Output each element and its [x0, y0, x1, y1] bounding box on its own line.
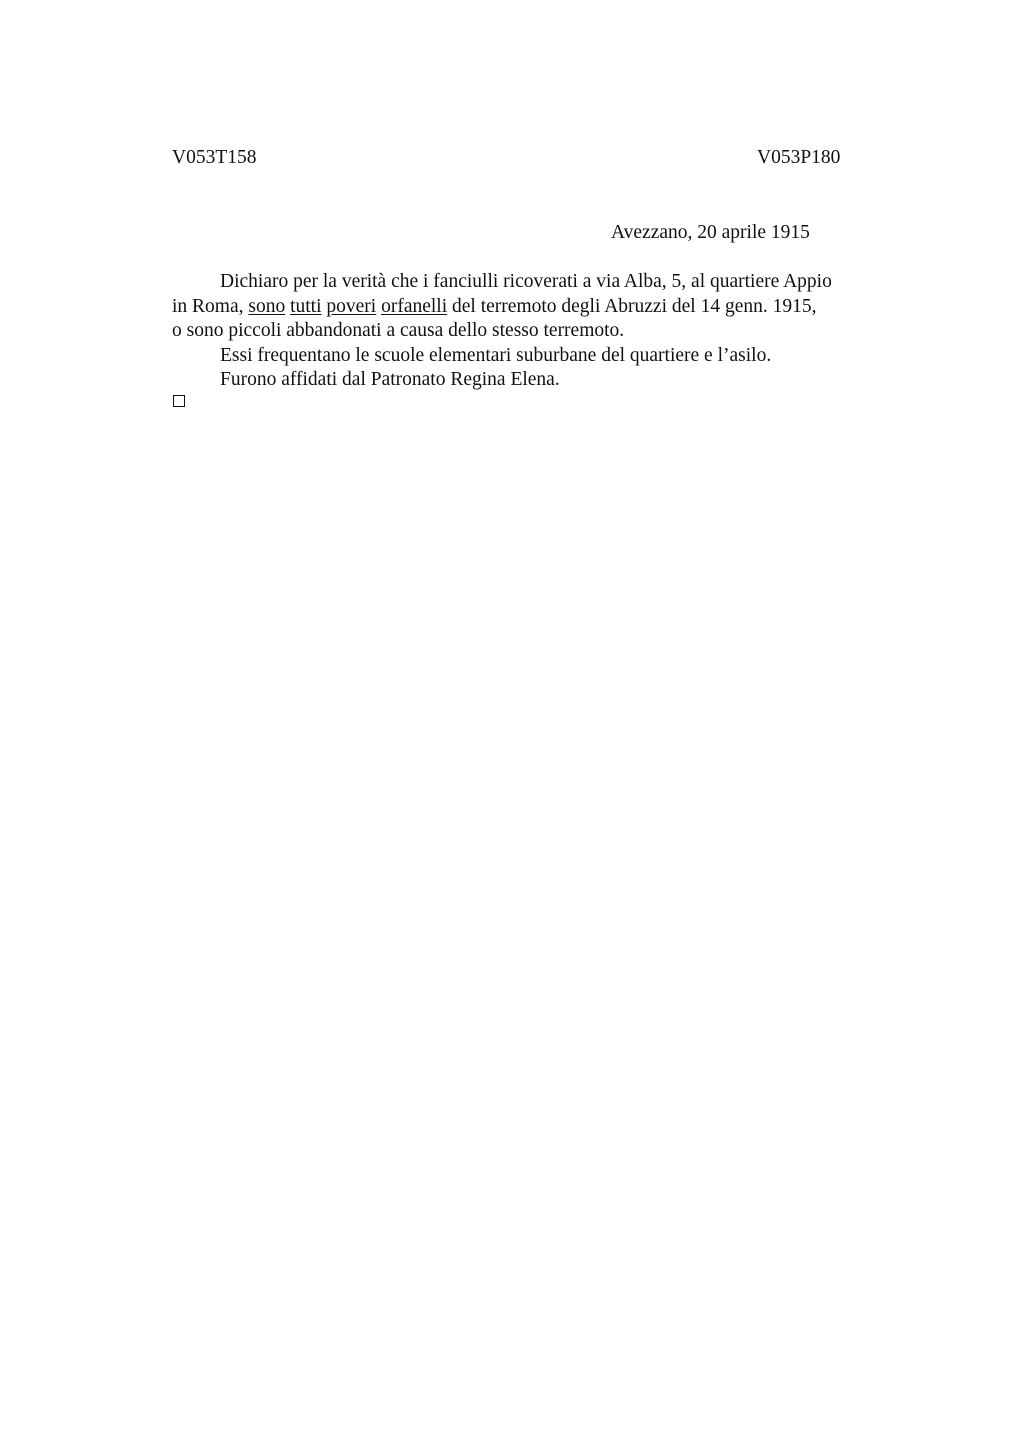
paragraph-1 [172, 270, 872, 344]
paragraph-2: Essi frequentano le scuole elementari suburbane del quartiere e l’asilo. [220, 344, 772, 366]
paragraph-3: Furono affidati dal Patronato Regina Elena. [220, 369, 560, 390]
document-code-left: V053T158 [172, 147, 257, 168]
document-code-right: V053P180 [757, 147, 841, 168]
underlined-word-poveri: poveri [326, 295, 377, 317]
underlined-word-orfanelli: orfanelli [381, 295, 448, 317]
underlined-word-sono: sono [248, 295, 286, 317]
paragraph-1-line-3: o sono piccoli abbandonati a causa dello stesso terremoto. [172, 320, 625, 341]
paragraph-1-line-2-end: del terremoto degli Abruzzi del 14 genn. 1915, [447, 295, 817, 317]
dateline: Avezzano, 20 aprile 1915 [611, 222, 810, 243]
underlined-word-tutti: tutti [290, 295, 322, 317]
end-mark-box [173, 395, 185, 407]
document-body [172, 270, 872, 393]
paragraph-1-line-2-start: in Roma, [172, 295, 249, 317]
paragraph-1-line-2 [172, 295, 872, 320]
paragraph-1-line-1: Dichiaro per la verità che i fanciulli ricoverati a via Alba, 5, al quartiere Appio [220, 271, 832, 292]
